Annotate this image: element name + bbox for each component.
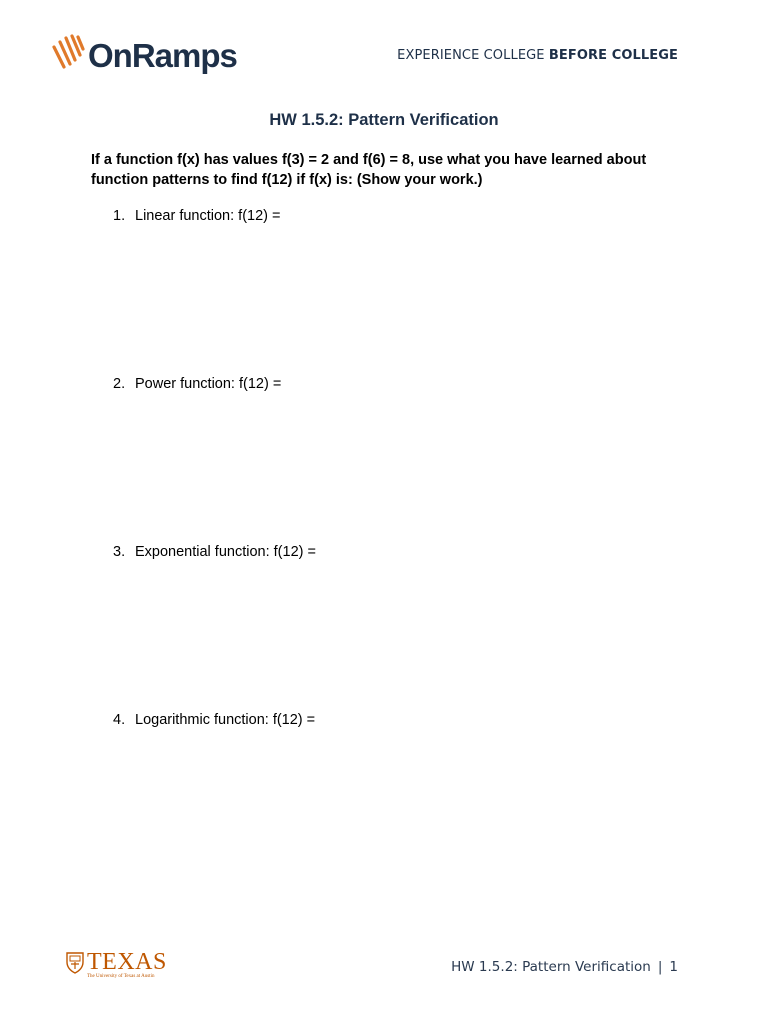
tagline	[397, 48, 678, 63]
texas-wordmark: TEXAS	[87, 949, 167, 975]
question-text: Exponential function: f(12) =	[135, 544, 316, 560]
page-number: 1	[669, 959, 678, 975]
tagline-regular: EXPERIENCE COLLEGE	[397, 48, 549, 63]
footer-separator: |	[657, 959, 663, 975]
question-3	[113, 544, 316, 560]
question-text: Linear function: f(12) =	[135, 208, 281, 224]
onramps-logo	[50, 30, 237, 78]
question-number: 1.	[113, 208, 126, 224]
page-footer	[451, 959, 678, 975]
question-number: 4.	[113, 712, 126, 728]
question-number: 3.	[113, 544, 126, 560]
problem-prompt: If a function f(x) has values f(3) = 2 and f(6) = 8, use what you have learned about function patterns to find f(12) if f(x) is: (Show your work.)	[91, 152, 647, 188]
question-number: 2.	[113, 376, 126, 392]
question-1	[113, 208, 281, 224]
tagline-bold: BEFORE COLLEGE	[548, 48, 678, 63]
footer-doc-name: HW 1.5.2: Pattern Verification	[451, 959, 651, 975]
ut-texas-logo	[66, 951, 167, 980]
question-2	[113, 376, 281, 392]
question-text: Logarithmic function: f(12) =	[135, 712, 316, 728]
question-4	[113, 712, 315, 728]
logo-wordmark: OnRamps	[88, 36, 237, 74]
onramps-logo-icon	[50, 33, 86, 75]
texas-subtext: The University of Texas at Austin	[87, 974, 155, 979]
page-title: HW 1.5.2: Pattern Verification	[269, 111, 499, 129]
question-text: Power function: f(12) =	[135, 376, 282, 392]
ut-shield-icon	[66, 952, 84, 974]
